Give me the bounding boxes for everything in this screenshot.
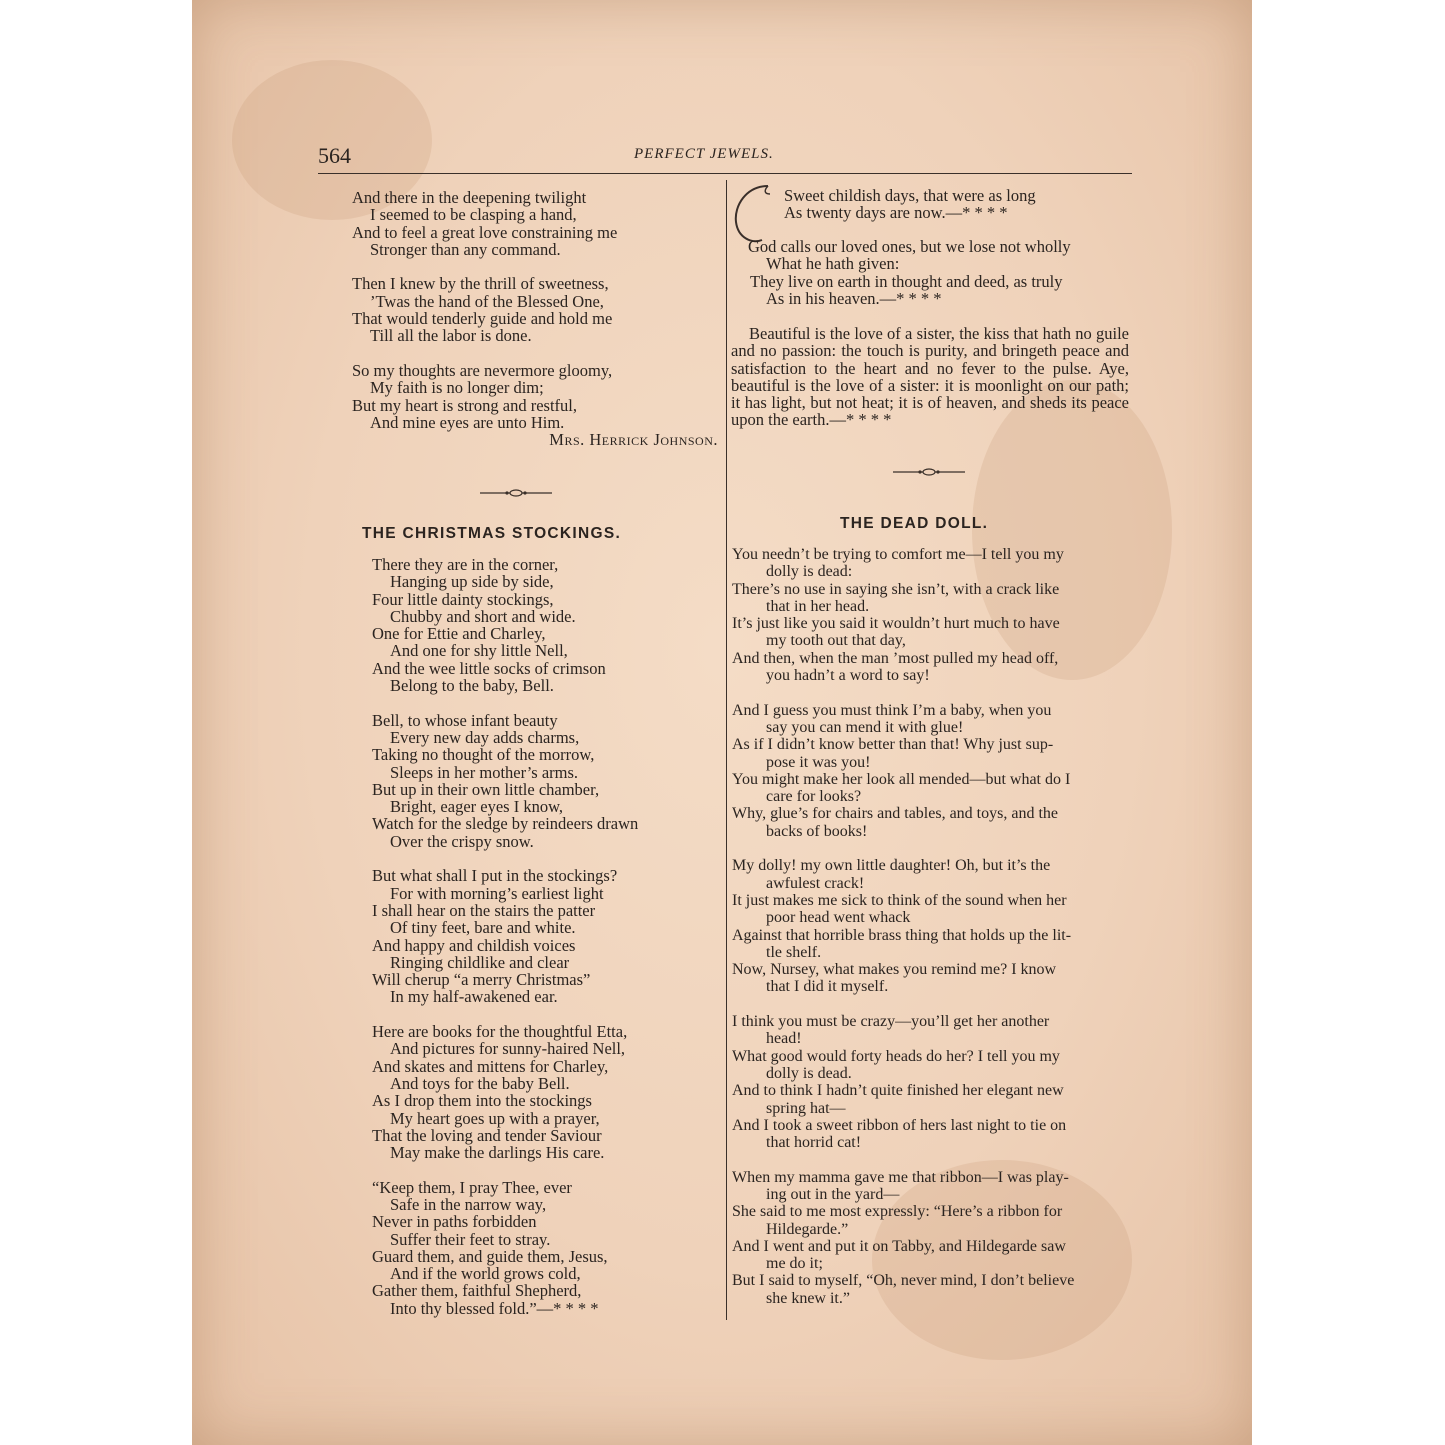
verse-line: And skates and mittens for Charley, xyxy=(372,1056,609,1076)
verse-line: care for looks? xyxy=(766,788,862,806)
divider-ornament xyxy=(480,488,552,498)
verse-line: As twenty days are now.—* * * * xyxy=(784,203,1008,223)
verse-line: Four little dainty stockings, xyxy=(372,589,554,609)
verse-line: And to think I hadn’t quite finished her elegant new xyxy=(732,1082,1064,1100)
verse-line: Over the crispy snow. xyxy=(390,831,534,851)
stanza xyxy=(352,362,718,448)
verse-line: ’Twas the hand of the Blessed One, xyxy=(370,291,604,311)
prose-block xyxy=(731,325,1129,429)
verse-line: poor head went whack xyxy=(766,909,911,927)
verse-line: And mine eyes are unto Him. xyxy=(370,412,565,432)
verse-line: say you can mend it with glue! xyxy=(766,718,964,736)
verse-line: You needn’t be trying to comfort me—I tell you my xyxy=(732,546,1064,563)
verse-line: Into thy blessed fold.”—* * * * xyxy=(390,1298,599,1318)
verse-line: Against that horrible brass thing that holds up the lit- xyxy=(732,926,1072,944)
header-rule xyxy=(318,173,1132,174)
verse-line: And toys for the baby Bell. xyxy=(390,1073,570,1093)
verse-line: And the wee little socks of crimson xyxy=(372,658,606,678)
verse-line: Till all the labor is done. xyxy=(370,326,532,346)
page-header xyxy=(318,143,1132,173)
verse-line: Stronger than any command. xyxy=(370,239,561,259)
verse-line: awfulest crack! xyxy=(766,874,865,892)
verse-line: But what shall I put in the stockings? xyxy=(372,866,618,886)
column-rule xyxy=(726,180,727,1320)
stanza xyxy=(732,857,1132,995)
verse-line: Bright, eager eyes I know, xyxy=(390,797,564,817)
verse-line: Then I knew by the thrill of sweetness, xyxy=(352,274,609,294)
verse-line: Sweet childish days, that were as long xyxy=(784,186,1036,205)
verse-line: They live on earth in thought and deed, as truly xyxy=(750,271,1063,291)
verse-line: Suffer their feet to stray. xyxy=(390,1229,551,1249)
poem-block-1 xyxy=(352,189,718,448)
verse-line: Bell, to whose infant beauty xyxy=(372,710,558,730)
verse-line: And then, when the man ’most pulled my head off, xyxy=(732,649,1059,667)
verse-block-2 xyxy=(748,238,1128,307)
stanza xyxy=(352,189,718,258)
verse-line: What good would forty heads do her? I tell you my xyxy=(732,1047,1060,1065)
verse-line: Belong to the baby, Bell. xyxy=(390,676,554,696)
verse-line: That the loving and tender Saviour xyxy=(372,1125,602,1145)
verse-line: Why, glue’s for chairs and tables, and toys, and the xyxy=(732,805,1058,823)
verse-line: “Keep them, I pray Thee, ever xyxy=(372,1177,572,1197)
stanza xyxy=(732,1013,1132,1151)
verse-line: But up in their own little chamber, xyxy=(372,779,600,799)
verse-line: And to feel a great love constraining me xyxy=(352,222,618,242)
verse-line: Will cherup “a merry Christmas” xyxy=(372,970,591,990)
verse-line: And I took a sweet ribbon of hers last night to tie on xyxy=(732,1116,1067,1134)
attribution: Mrs. Herrick Johnson. xyxy=(549,430,718,450)
stanza xyxy=(732,702,1132,840)
verse-line: There they are in the corner, xyxy=(372,555,559,574)
verse-line: And one for shy little Nell, xyxy=(390,641,568,661)
stanza xyxy=(372,867,718,1005)
verse-line: I shall hear on the stairs the patter xyxy=(372,900,596,920)
verse-line: Now, Nursey, what makes you remind me? I know xyxy=(732,961,1057,979)
poem-block-2 xyxy=(372,556,718,1317)
verse-line: But I said to myself, “Oh, never mind, I don’t believe xyxy=(732,1272,1075,1290)
verse-line: Watch for the sledge by reindeers drawn xyxy=(372,814,639,834)
verse-line: me do it; xyxy=(766,1255,823,1273)
verse-line: Never in paths forbidden xyxy=(372,1212,537,1232)
stanza xyxy=(352,275,718,344)
stanza xyxy=(372,1179,718,1317)
running-title: PERFECT JEWELS. xyxy=(634,146,774,162)
verse-line: And I guess you must think I’m a baby, when you xyxy=(732,701,1052,719)
verse-line: In my half-awakened ear. xyxy=(390,987,558,1007)
verse-line: As if I didn’t know better than that! Why just sup- xyxy=(732,736,1054,754)
verse-line: And happy and childish voices xyxy=(372,935,576,955)
stanza xyxy=(732,546,1132,684)
verse-line: My faith is no longer dim; xyxy=(370,378,544,398)
poem-title: THE DEAD DOLL. xyxy=(840,515,989,532)
stanza xyxy=(372,1023,718,1161)
poem-block-3 xyxy=(732,546,1132,1307)
verse-block-1 xyxy=(784,187,1124,222)
verse-line: Every new day adds charms, xyxy=(390,727,580,747)
verse-line: Here are books for the thoughtful Etta, xyxy=(372,1022,628,1042)
verse-line: She said to me most expressly: “Here’s a ribbon for xyxy=(732,1203,1063,1221)
verse-line: dolly is dead. xyxy=(766,1064,852,1082)
verse-line: tle shelf. xyxy=(766,943,822,961)
verse-line: Chubby and short and wide. xyxy=(390,606,576,626)
stanza xyxy=(732,1169,1132,1307)
verse-line: It just makes me sick to think of the sound when her xyxy=(732,891,1067,909)
verse-line: she knew it.” xyxy=(766,1289,850,1307)
verse-line: And pictures for sunny-haired Nell, xyxy=(390,1039,626,1059)
verse-line: Taking no thought of the morrow, xyxy=(372,745,595,765)
verse-line: Of tiny feet, bare and white. xyxy=(390,918,576,938)
verse-line: So my thoughts are nevermore gloomy, xyxy=(352,360,613,380)
verse-line: As in his heaven.—* * * * xyxy=(766,288,942,308)
divider-ornament xyxy=(893,467,965,477)
verse-line: But my heart is strong and restful, xyxy=(352,395,578,415)
verse-line: That would tenderly guide and hold me xyxy=(352,309,613,329)
verse-line: Guard them, and guide them, Jesus, xyxy=(372,1246,608,1266)
verse-line: When my mamma gave me that ribbon—I was play- xyxy=(732,1168,1069,1186)
verse-line: I seemed to be clasping a hand, xyxy=(370,205,577,225)
verse-line: pose it was you! xyxy=(766,753,871,771)
verse-line: And there in the deepening twilight xyxy=(352,188,587,207)
verse-line: that horrid cat! xyxy=(766,1134,862,1152)
verse-line: you hadn’t a word to say! xyxy=(766,667,930,685)
verse-line: There’s no use in saying she isn’t, with a crack like xyxy=(732,580,1060,598)
verse-line: For with morning’s earliest light xyxy=(390,883,604,903)
poem-title: THE CHRISTMAS STOCKINGS. xyxy=(362,525,622,542)
verse-line: my tooth out that day, xyxy=(766,632,906,650)
verse-line: May make the darlings His care. xyxy=(390,1143,605,1163)
verse-line: My dolly! my own little daughter! Oh, but it’s the xyxy=(732,857,1051,875)
verse-line: Ringing childlike and clear xyxy=(390,952,570,972)
verse-line: spring hat— xyxy=(766,1099,846,1117)
verse-line: Safe in the narrow way, xyxy=(390,1194,547,1214)
verse-line: Sleeps in her mother’s arms. xyxy=(390,762,579,782)
verse-line: Hanging up side by side, xyxy=(390,572,554,592)
verse-line: You might make her look all mended—but what do I xyxy=(732,770,1071,788)
verse-line: dolly is dead: xyxy=(766,563,853,581)
verse-line: One for Ettie and Charley, xyxy=(372,624,546,644)
verse-line: It’s just like you said it wouldn’t hurt much to have xyxy=(732,615,1060,633)
prose-paragraph: Beautiful is the love of a sister, the kiss that hath no guile and no passion: the touch is purity, and bringeth peace and satisfaction to the heart and no fever to the pulse. Aye, beautiful is the love of a sister: it is moonlight on our path; it has light, but not heat; it is of heaven, and sheds its peace upon the earth.—* * * * xyxy=(731,324,1129,430)
verse-line: God calls our loved ones, but we lose not wholly xyxy=(748,237,1071,256)
stanza xyxy=(372,556,718,694)
verse-line: And I went and put it on Tabby, and Hildegarde saw xyxy=(732,1237,1066,1255)
verse-line: that in her head. xyxy=(766,597,870,615)
verse-line: backs of books! xyxy=(766,822,868,840)
verse-line: What he hath given: xyxy=(766,254,900,274)
verse-line: I think you must be crazy—you’ll get her another xyxy=(732,1013,1050,1031)
verse-line: Hildegarde.” xyxy=(766,1220,849,1238)
page-number: 564 xyxy=(318,143,351,168)
verse-line: that I did it myself. xyxy=(766,978,889,996)
verse-line: head! xyxy=(766,1030,802,1048)
verse-line: As I drop them into the stockings xyxy=(372,1091,592,1111)
verse-line: ing out in the yard— xyxy=(766,1185,900,1203)
verse-line: My heart goes up with a prayer, xyxy=(390,1108,600,1128)
verse-line: And if the world grows cold, xyxy=(390,1264,581,1284)
stanza xyxy=(372,712,718,850)
verse-line: Gather them, faithful Shepherd, xyxy=(372,1281,582,1301)
